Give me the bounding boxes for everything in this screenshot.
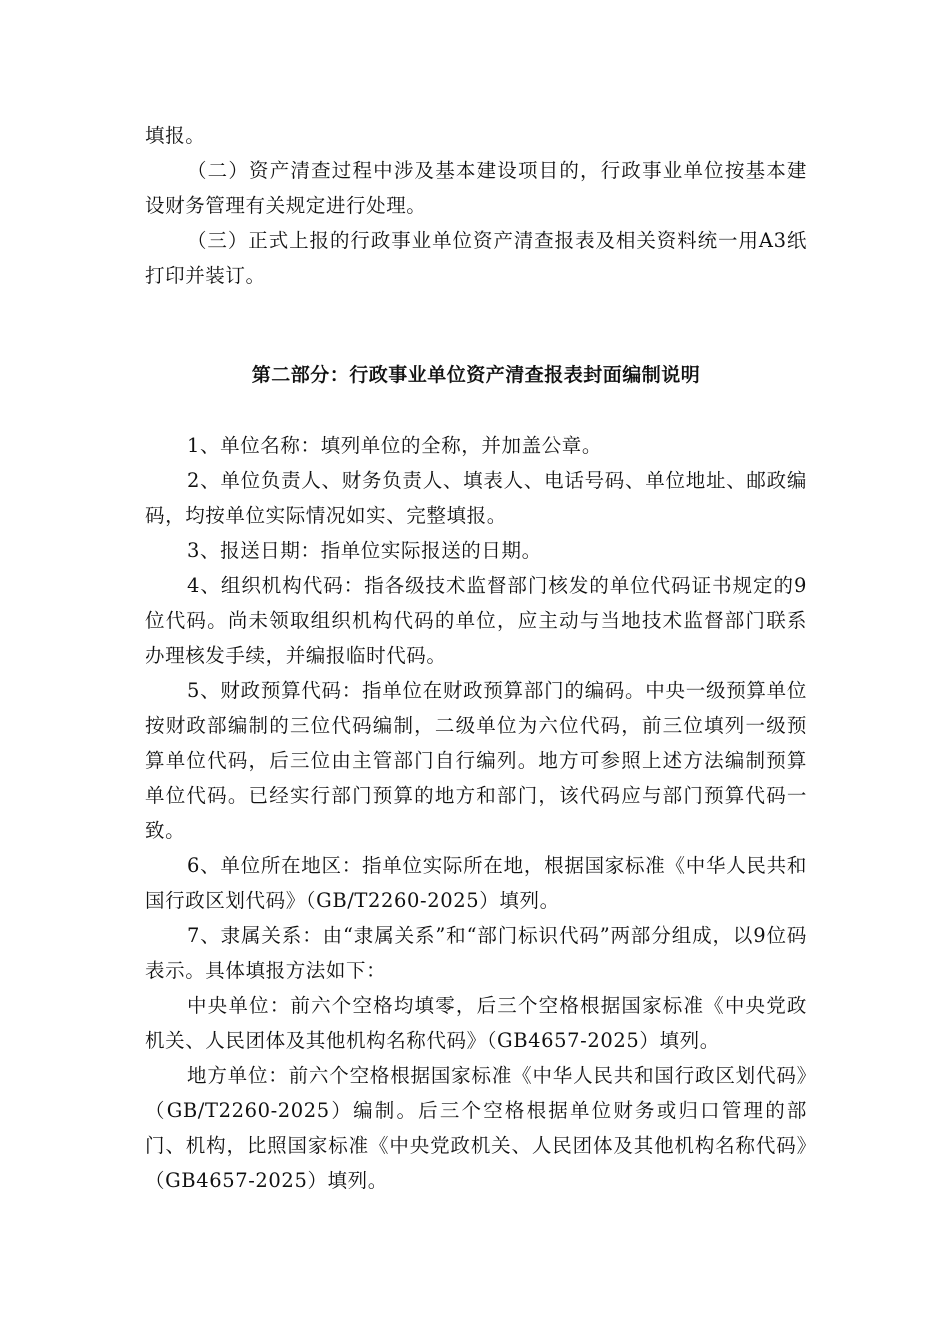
spacer (145, 390, 807, 428)
item-unit-name: 1、单位名称：填列单位的全称，并加盖公章。 (187, 434, 603, 457)
top-item-2: （二）资产清查过程中涉及基本建设项目的，行政事业单位按基本建设财务管理有关规定进行处理。 (145, 159, 807, 217)
continuation-text: 填报。 (145, 124, 206, 147)
document-body (145, 118, 807, 1198)
item-local-units: 地方单位：前六个空格根据国家标准《中华人民共和国行政区划代码》（GB/T2260-2025）编制。后三个空格根据单位财务或归口管理的部门、机构，比照国家标准《中央党政机关、人民团体及其他机构名称代码》（GB4657-2025）填列。 (145, 1064, 807, 1192)
item-affiliation: 7、隶属关系：由“隶属关系”和“部门标识代码”两部分组成，以9位码表示。具体填报方法如下： (145, 924, 807, 982)
item-central-units: 中央单位：前六个空格均填零，后三个空格根据国家标准《中央党政机关、人民团体及其他机构名称代码》（GB4657-2025）填列。 (145, 994, 807, 1052)
item-responsible-persons: 2、单位负责人、财务负责人、填表人、电话号码、单位地址、邮政编码，均按单位实际情况如实、完整填报。 (145, 469, 807, 527)
item-location: 6、单位所在地区：指单位实际所在地，根据国家标准《中华人民共和国行政区划代码》（GB/T2260-2025）填列。 (145, 854, 807, 912)
item-report-date: 3、报送日期：指单位实际报送的日期。 (187, 539, 542, 562)
top-item-3: （三）正式上报的行政事业单位资产清查报表及相关资料统一用A3纸打印并装订。 (145, 229, 807, 287)
item-organization-code: 4、组织机构代码：指各级技术监督部门核发的单位代码证书规定的9位代码。尚未领取组织机构代码的单位，应主动与当地技术监督部门联系办理核发手续，并编报临时代码。 (145, 574, 807, 667)
item-budget-code: 5、财政预算代码：指单位在财政预算部门的编码。中央一级预算单位按财政部编制的三位代码编制，二级单位为六位代码，前三位填列一级预算单位代码，后三位由主管部门自行编列。地方可参照上述方法编制预算单位代码。已经实行部门预算的地方和部门，该代码应与部门预算代码一致。 (145, 679, 807, 842)
section-heading: 第二部分：行政事业单位资产清查报表封面编制说明 (251, 364, 701, 386)
spacer (145, 293, 807, 360)
